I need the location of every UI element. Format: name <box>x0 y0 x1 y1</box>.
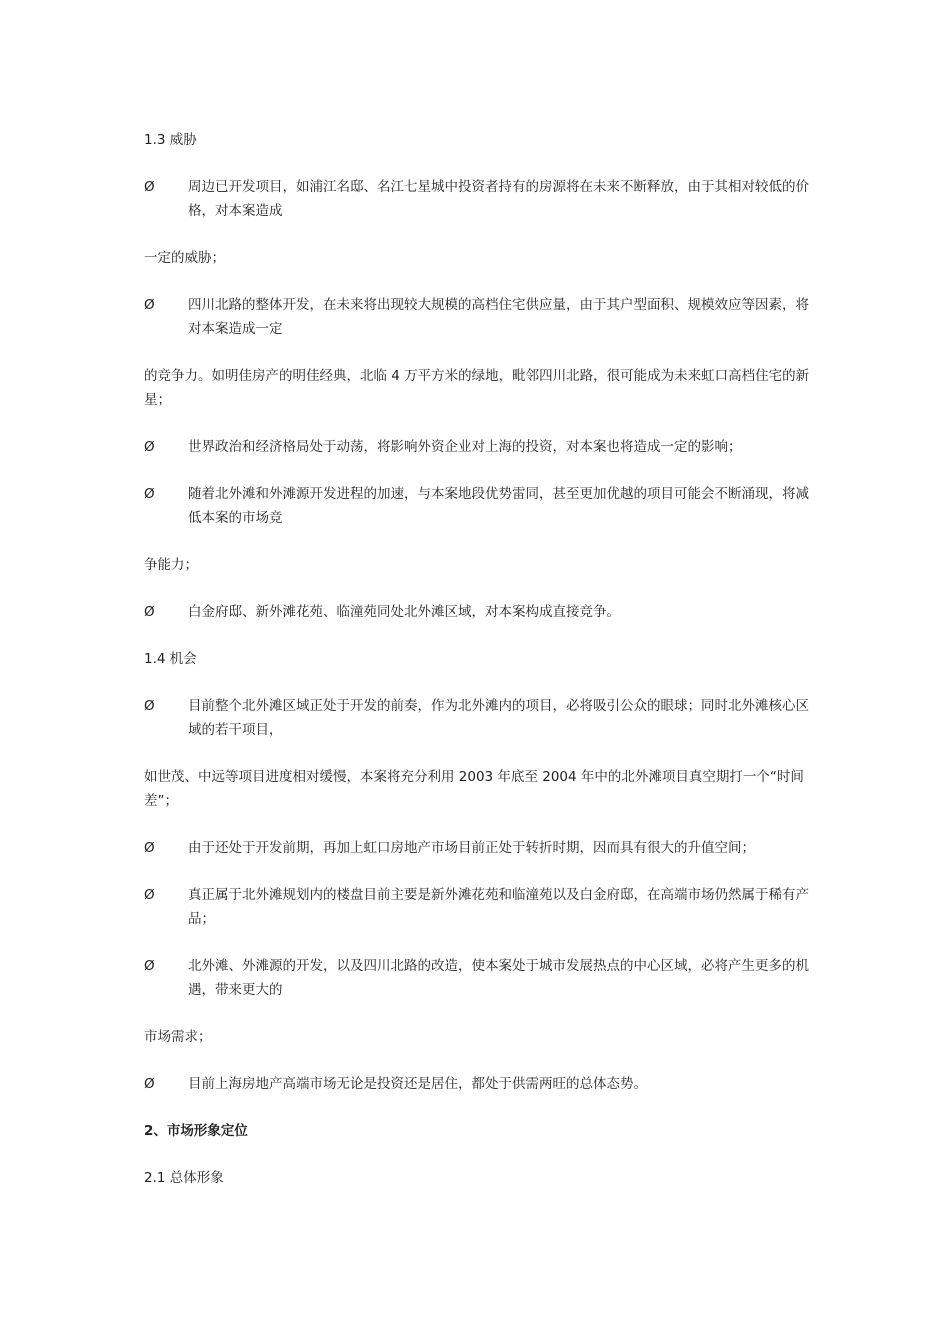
section-heading-2: 2、市场形象定位 <box>144 1123 248 1139</box>
bullet-item <box>144 482 812 530</box>
bullet-item <box>144 954 812 1002</box>
bullet-mark: Ø <box>144 297 155 313</box>
document-body <box>144 128 812 1190</box>
bullet-item <box>144 293 812 341</box>
bullet-mark: Ø <box>144 1076 155 1092</box>
bullet-mark: Ø <box>144 179 155 195</box>
paragraph-continuation: 争能力； <box>144 557 198 573</box>
bullet-mark: Ø <box>144 698 155 714</box>
bullet-text: 四川北路的整体开发，在未来将出现较大规模的高档住宅供应量，由于其户型面积、规模效应等因素，将对本案造成一定 <box>188 297 809 337</box>
bullet-text: 目前上海房地产高端市场无论是投资还是居住，都处于供需两旺的总体态势。 <box>188 1076 647 1092</box>
section-heading-1-4: 1.4 机会 <box>144 651 197 667</box>
bullet-mark: Ø <box>144 887 155 903</box>
bullet-item <box>144 435 812 459</box>
bullet-text: 真正属于北外滩规划内的楼盘目前主要是新外滩花苑和临潼苑以及白金府邸，在高端市场仍然属于稀有产品； <box>188 887 809 927</box>
bullet-mark: Ø <box>144 840 155 856</box>
bullet-item <box>144 883 812 931</box>
bullet-text: 由于还处于开发前期，再加上虹口房地产市场目前正处于转折时期，因而具有很大的升值空间； <box>188 840 755 856</box>
bullet-mark: Ø <box>144 958 155 974</box>
bullet-item <box>144 1072 812 1096</box>
paragraph-continuation: 一定的威胁； <box>144 250 225 266</box>
bullet-text: 目前整个北外滩区域正处于开发的前奏，作为北外滩内的项目，必将吸引公众的眼球；同时北外滩核心区域的若干项目， <box>188 698 809 738</box>
bullet-item <box>144 836 812 860</box>
bullet-item <box>144 694 812 742</box>
bullet-text: 随着北外滩和外滩源开发进程的加速，与本案地段优势雷同，甚至更加优越的项目可能会不断涌现，将减低本案的市场竞 <box>188 486 809 526</box>
paragraph-continuation: 如世茂、中远等项目进度相对缓慢，本案将充分利用 2003 年底至 2004 年中的北外滩项目真空期打一个“时间差”； <box>144 769 804 809</box>
bullet-mark: Ø <box>144 486 155 502</box>
bullet-text: 世界政治和经济格局处于动荡，将影响外资企业对上海的投资，对本案也将造成一定的影响； <box>188 439 742 455</box>
bullet-text: 北外滩、外滩源的开发，以及四川北路的改造，使本案处于城市发展热点的中心区域，必将产生更多的机遇，带来更大的 <box>188 958 809 998</box>
bullet-item <box>144 600 812 624</box>
paragraph-continuation: 市场需求； <box>144 1029 212 1045</box>
section-heading-2-1: 2.1 总体形象 <box>144 1170 224 1186</box>
bullet-text: 周边已开发项目，如浦江名邸、名江七星城中投资者持有的房源将在未来不断释放，由于其相对较低的价格，对本案造成 <box>188 179 809 219</box>
bullet-text: 白金府邸、新外滩花苑、临潼苑同处北外滩区域，对本案构成直接竞争。 <box>188 604 620 620</box>
section-heading-1-3: 1.3 威胁 <box>144 132 197 148</box>
bullet-item <box>144 175 812 223</box>
bullet-mark: Ø <box>144 604 155 620</box>
bullet-mark: Ø <box>144 439 155 455</box>
paragraph-continuation: 的竞争力。如明佳房产的明佳经典，北临 4 万平方米的绿地，毗邻四川北路，很可能成为未来虹口高档住宅的新星； <box>144 368 810 408</box>
